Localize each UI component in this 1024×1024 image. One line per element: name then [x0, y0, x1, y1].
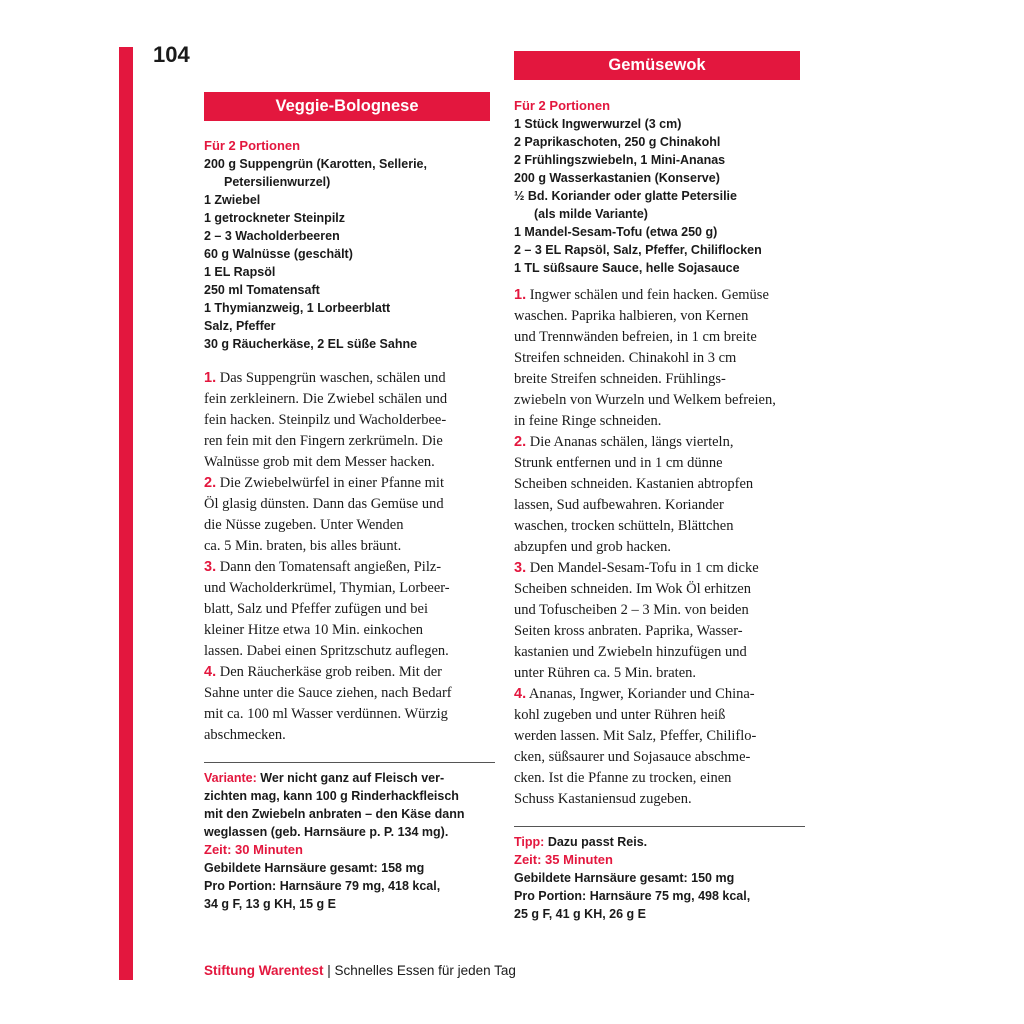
left-step-line [204, 725, 497, 746]
right-step-number: 1. [514, 287, 527, 303]
right-step-line [514, 579, 807, 600]
recipe-title-veggie-bolognese: Veggie-Bolognese [204, 92, 490, 121]
right-step-line [514, 600, 807, 621]
right-ingredient-list [514, 97, 807, 277]
left-nutrition-line: 34 g F, 13 g KH, 15 g E [204, 897, 336, 911]
left-step-text: Sahne unter die Sauce ziehen, nach Bedarf [204, 685, 452, 701]
left-step-text: Dann den Tomatensaft angießen, Pilz- [219, 559, 442, 575]
right-nutrition-line: Pro Portion: Harnsäure 75 mg, 498 kcal, [514, 889, 751, 903]
right-ingredient: 2 Frühlingszwiebeln, 1 Mini-Ananas [514, 153, 726, 167]
right-step-text: unter Rühren ca. 5 Min. braten. [514, 665, 697, 681]
right-step-line [514, 558, 807, 579]
right-divider [514, 826, 805, 827]
left-step-number: 1. [204, 370, 217, 386]
right-step-line [514, 747, 807, 768]
left-step-line [204, 641, 497, 662]
right-step-text: Streifen schneiden. Chinakohl in 3 cm [514, 350, 737, 366]
left-time: Zeit: 30 Minuten [204, 842, 303, 857]
right-ingredient: ½ Bd. Koriander oder glatte Petersilie [514, 189, 737, 203]
right-ingredient: 2 – 3 EL Rapsöl, Salz, Pfeffer, Chiliflocken [514, 243, 762, 257]
right-step-text: in feine Ringe schneiden. [514, 413, 662, 429]
left-step-text: fein hacken. Steinpilz und Wacholderbee- [204, 412, 447, 428]
right-step-text: waschen, trocken schütteln, Blättchen [514, 518, 734, 534]
left-step-text: ren fein mit den Fingern zerkrümeln. Die [204, 433, 443, 449]
variant-label: Variante: [204, 771, 257, 785]
left-step-text: und Wacholderkrümel, Thymian, Lorbeer- [204, 580, 450, 596]
right-nutrition-line: Gebildete Harnsäure gesamt: 150 mg [514, 871, 735, 885]
right-ingredient: 200 g Wasserkastanien (Konserve) [514, 171, 720, 185]
left-step-line [204, 704, 497, 725]
left-step-text: fein zerkleinern. Die Zwiebel schälen und [204, 391, 448, 407]
left-step-line [204, 494, 497, 515]
footer-book-title: Schnelles Essen für jeden Tag [334, 963, 516, 978]
footer-brand: Stiftung Warentest [204, 963, 324, 978]
right-step-line [514, 306, 807, 327]
right-step-text: Die Ananas schälen, längs vierteln, [529, 434, 734, 450]
left-preparation-steps [204, 368, 497, 746]
page-edge-accent-bar [119, 47, 133, 980]
right-step-text: breite Streifen schneiden. Frühlings- [514, 371, 726, 387]
left-ingredient: 1 Zwiebel [204, 193, 261, 207]
left-ingredient: 1 getrockneter Steinpilz [204, 211, 346, 225]
left-ingredient: 250 ml Tomatensaft [204, 283, 320, 297]
right-step-text: cken, süßsaurer und Sojasauce abschme- [514, 749, 751, 765]
right-step-text: Scheiben schneiden. Im Wok Öl erhitzen [514, 581, 751, 597]
left-step-line [204, 536, 497, 557]
right-step-text: Ananas, Ingwer, Koriander und China- [528, 686, 755, 702]
left-step-line [204, 620, 497, 641]
variant-line: mit den Zwiebeln anbraten – den Käse dann [204, 807, 465, 821]
right-step-number: 4. [514, 686, 527, 702]
right-ingredient: 1 Stück Ingwerwurzel (3 cm) [514, 117, 682, 131]
left-step-number: 3. [204, 559, 217, 575]
right-time: Zeit: 35 Minuten [514, 852, 613, 867]
footer-separator: | [327, 963, 331, 978]
left-ingredient: Salz, Pfeffer [204, 319, 276, 333]
tip-label: Tipp: [514, 835, 545, 849]
left-step-text: Die Zwiebelwürfel in einer Pfanne mit [219, 475, 444, 491]
left-ingredient: Petersilienwurzel) [224, 175, 331, 189]
left-step-text: die Nüsse zugeben. Unter Wenden [204, 517, 404, 533]
recipe-title-gemuesewok: Gemüsewok [514, 51, 800, 80]
tip-text: Dazu passt Reis. [547, 835, 648, 849]
left-step-line [204, 557, 497, 578]
left-ingredient: 30 g Räucherkäse, 2 EL süße Sahne [204, 337, 418, 351]
right-step-text: Ingwer schälen und fein hacken. Gemüse [529, 287, 769, 303]
left-divider [204, 762, 495, 763]
left-step-line [204, 473, 497, 494]
right-ingredient: (als milde Variante) [534, 207, 648, 221]
right-step-number: 2. [514, 434, 527, 450]
left-step-line [204, 368, 497, 389]
left-step-text: Walnüsse grob mit dem Messer hacken. [204, 454, 435, 470]
right-step-line [514, 768, 807, 789]
left-step-line [204, 452, 497, 473]
right-step-line [514, 390, 807, 411]
right-preparation-steps [514, 285, 807, 810]
left-step-number: 2. [204, 475, 217, 491]
variant-note [204, 769, 497, 787]
right-portions-heading: Für 2 Portionen [514, 98, 611, 113]
right-step-line [514, 726, 807, 747]
right-step-text: kohl zugeben und unter Rühren heiß [514, 707, 726, 723]
right-step-line [514, 495, 807, 516]
left-ingredient: 1 Thymianzweig, 1 Lorbeerblatt [204, 301, 391, 315]
right-nutrition-line: 25 g F, 41 g KH, 26 g E [514, 907, 646, 921]
page-number: 104 [153, 42, 190, 67]
left-step-text: abschmecken. [204, 727, 286, 743]
left-step-line [204, 410, 497, 431]
left-step-line [204, 599, 497, 620]
right-step-text: Den Mandel-Sesam-Tofu in 1 cm dicke [529, 560, 759, 576]
left-nutrition-line: Pro Portion: Harnsäure 79 mg, 418 kcal, [204, 879, 441, 893]
right-step-line [514, 327, 807, 348]
left-notes [204, 769, 497, 913]
right-step-text: cken. Ist die Pfanne zu trocken, einen [514, 770, 732, 786]
left-step-text: ca. 5 Min. braten, bis alles bräunt. [204, 538, 402, 554]
right-step-text: abzupfen und grob hacken. [514, 539, 672, 555]
variant-line: Wer nicht ganz auf Fleisch ver- [260, 771, 445, 785]
right-step-line [514, 453, 807, 474]
left-portions-heading: Für 2 Portionen [204, 138, 301, 153]
right-step-text: Seiten kross anbraten. Paprika, Wasser- [514, 623, 743, 639]
right-ingredient: 1 TL süßsaure Sauce, helle Sojasauce [514, 261, 740, 275]
right-step-line [514, 642, 807, 663]
right-step-line [514, 369, 807, 390]
right-step-text: zwiebeln von Wurzeln und Welkem befreien, [514, 392, 776, 408]
left-step-text: mit ca. 100 ml Wasser verdünnen. Würzig [204, 706, 448, 722]
right-step-line [514, 705, 807, 726]
left-ingredient: 2 – 3 Wacholderbeeren [204, 229, 340, 243]
right-step-line [514, 432, 807, 453]
left-step-text: kleiner Hitze etwa 10 Min. einkochen [204, 622, 424, 638]
left-step-line [204, 683, 497, 704]
right-step-text: und Tofuscheiben 2 – 3 Min. von beiden [514, 602, 749, 618]
right-step-text: Strunk entfernen und in 1 cm dünne [514, 455, 723, 471]
right-step-line [514, 663, 807, 684]
right-step-line [514, 516, 807, 537]
right-step-line [514, 537, 807, 558]
left-step-text: lassen. Dabei einen Spritzschutz auflegen. [204, 643, 449, 659]
right-step-line [514, 474, 807, 495]
left-step-line [204, 515, 497, 536]
right-step-text: und Trennwänden befreien, in 1 cm breite [514, 329, 757, 345]
variant-line: zichten mag, kann 100 g Rinderhackfleisch [204, 789, 459, 803]
right-step-line [514, 411, 807, 432]
left-ingredient: 60 g Walnüsse (geschält) [204, 247, 353, 261]
left-step-text: Öl glasig dünsten. Dann das Gemüse und [204, 496, 444, 512]
page-footer [204, 963, 516, 978]
right-step-text: Scheiben schneiden. Kastanien abtropfen [514, 476, 754, 492]
left-step-text: Das Suppengrün waschen, schälen und [219, 370, 446, 386]
left-ingredient: 200 g Suppengrün (Karotten, Sellerie, [204, 157, 427, 171]
right-step-text: werden lassen. Mit Salz, Pfeffer, Chiliflo- [514, 728, 757, 744]
left-nutrition-line: Gebildete Harnsäure gesamt: 158 mg [204, 861, 425, 875]
left-step-number: 4. [204, 664, 217, 680]
right-step-text: Schuss Kastaniensud zugeben. [514, 791, 692, 807]
right-step-line [514, 621, 807, 642]
left-ingredient-list [204, 137, 497, 353]
right-step-number: 3. [514, 560, 527, 576]
right-step-line [514, 684, 807, 705]
right-step-line [514, 348, 807, 369]
left-step-line [204, 431, 497, 452]
variant-line: weglassen (geb. Harnsäure p. P. 134 mg). [204, 825, 449, 839]
right-ingredient: 1 Mandel-Sesam-Tofu (etwa 250 g) [514, 225, 718, 239]
right-notes [514, 833, 807, 923]
right-step-line [514, 789, 807, 810]
left-step-text: blatt, Salz und Pfeffer zufügen und bei [204, 601, 429, 617]
right-step-text: lassen, Sud aufbewahren. Koriander [514, 497, 724, 513]
right-step-text: kastanien und Zwiebeln hinzufügen und [514, 644, 747, 660]
right-ingredient: 2 Paprikaschoten, 250 g Chinakohl [514, 135, 721, 149]
tip-note [514, 833, 807, 851]
left-step-text: Den Räucherkäse grob reiben. Mit der [219, 664, 442, 680]
left-step-line [204, 389, 497, 410]
right-step-line [514, 285, 807, 306]
right-step-text: waschen. Paprika halbieren, von Kernen [514, 308, 749, 324]
left-step-line [204, 662, 497, 683]
left-step-line [204, 578, 497, 599]
left-ingredient: 1 EL Rapsöl [204, 265, 276, 279]
